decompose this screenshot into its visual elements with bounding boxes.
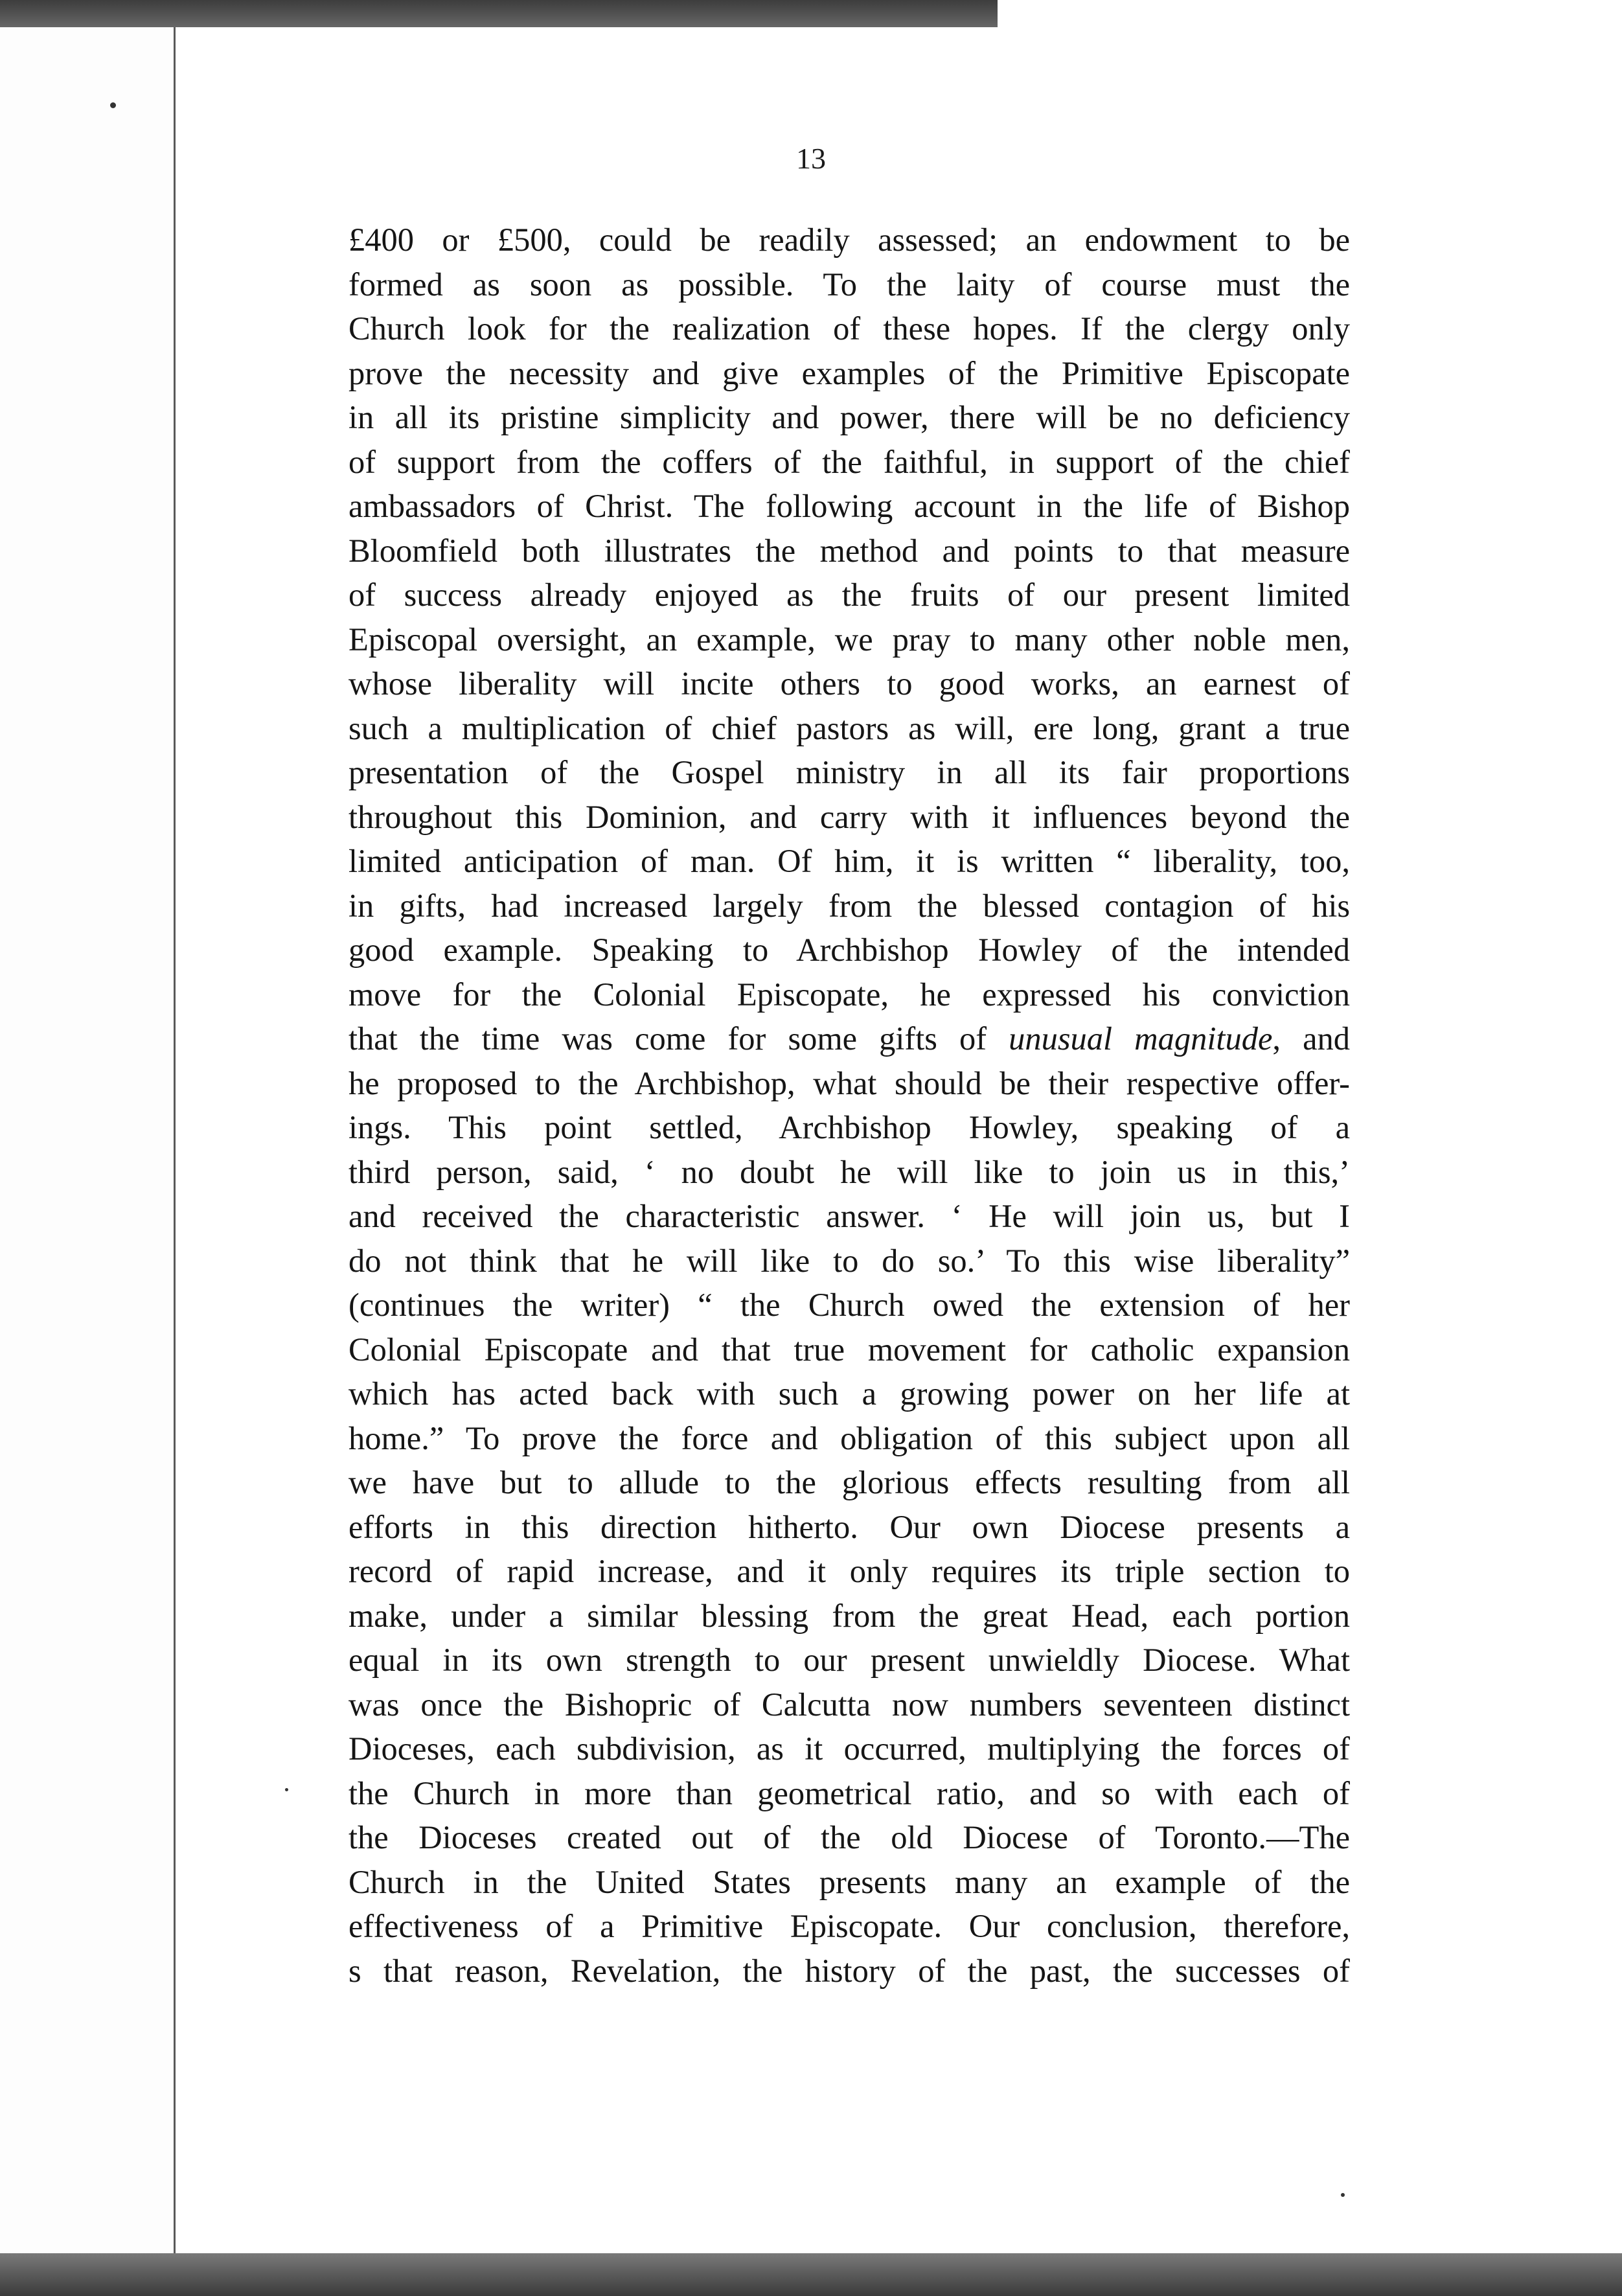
text-line: effectiveness of a Primitive Episcopate. Our conclusion, therefore, <box>348 1908 1350 1944</box>
body-text <box>348 218 1350 1993</box>
text-line: and received the characteristic answer. ‘ He will join us, but I <box>348 1198 1350 1234</box>
text-line: he proposed to the Archbishop, what should be their respective offer- <box>348 1064 1350 1101</box>
italic-emphasis: unusual magnitude <box>1009 1020 1273 1057</box>
text-line: Colonial Episcopate and that true movement for catholic expansion <box>348 1331 1350 1368</box>
text-line: Dioceses, each subdivision, as it occurred, multiplying the forces of <box>348 1730 1350 1767</box>
scan-top-edge <box>0 0 998 27</box>
text-line: of support from the coffers of the faithful, in support of the chief <box>348 443 1350 480</box>
text-line: ings. This point settled, Archbishop Howley, speaking of a <box>348 1109 1350 1145</box>
text-line-end: , and <box>1272 1020 1350 1057</box>
text-line: whose liberality will incite others to good works, an earnest of <box>348 665 1350 702</box>
text-line: Bloomfield both illustrates the method and points to that measure <box>348 532 1350 569</box>
text-line: was once the Bishopric of Calcutta now numbers seventeen distinct <box>348 1686 1350 1723</box>
text-line-with-italic <box>348 1016 1350 1061</box>
text-line: equal in its own strength to our present unwieldly Diocese. What <box>348 1642 1350 1678</box>
binding-line <box>174 27 176 2295</box>
text-line: Church look for the realization of these hopes. If the clergy only <box>348 310 1350 347</box>
text-line: limited anticipation of man. Of him, it is written “ liberality, too, <box>348 843 1350 879</box>
text-line: in gifts, had increased largely from the blessed contagion of his <box>348 887 1350 924</box>
text-line: (continues the writer) “ the Church owed the extension of her <box>348 1287 1350 1323</box>
text-line: formed as soon as possible. To the laity of course must the <box>348 266 1350 303</box>
text-line: efforts in this direction hitherto. Our own Diocese presents a <box>348 1508 1350 1545</box>
page-number: 13 <box>796 142 826 175</box>
text-line: make, under a similar blessing from the great Head, each portion <box>348 1597 1350 1634</box>
text-line: prove the necessity and give examples of the Primitive Episcopate <box>348 354 1350 391</box>
text-line: move for the Colonial Episcopate, he expressed his conviction <box>348 976 1350 1013</box>
text-line: third person, said, ‘ no doubt he will like to join us in this,’ <box>348 1153 1350 1190</box>
text-line: in all its pristine simplicity and power, there will be no deficiency <box>348 399 1350 435</box>
scan-bottom-edge <box>0 2253 1622 2296</box>
text-line: do not think that he will like to do so.’ To this wise liberality” <box>348 1242 1350 1279</box>
text-line: £400 or £500, could be readily assessed; an endowment to be <box>348 222 1350 258</box>
text-line: ambassadors of Christ. The following account in the life of Bishop <box>348 488 1350 524</box>
text-line: we have but to allude to the glorious effects resulting from all <box>348 1464 1350 1500</box>
text-line: record of rapid increase, and it only requires its triple section to <box>348 1553 1350 1589</box>
scan-speck <box>110 102 116 108</box>
scan-speck <box>285 1788 288 1791</box>
text-line: s that reason, Revelation, the history of the past, the successes of <box>348 1952 1350 1989</box>
text-line: Episcopal oversight, an example, we pray to many other noble men, <box>348 621 1350 658</box>
scan-left-gutter <box>0 27 175 2296</box>
text-line: the Church in more than geometrical ratio, and so with each of <box>348 1774 1350 1811</box>
text-line-start: that the time was come for some gifts of <box>348 1020 1009 1057</box>
text-line: throughout this Dominion, and carry with it influences beyond the <box>348 798 1350 835</box>
scan-speck <box>1341 2193 1345 2197</box>
text-line: good example. Speaking to Archbishop Howley of the intended <box>348 932 1350 968</box>
text-line: of success already enjoyed as the fruits of our present limited <box>348 577 1350 613</box>
text-line: Church in the United States presents many an example of the <box>348 1863 1350 1900</box>
text-line: such a multiplication of chief pastors as will, ere long, grant a true <box>348 709 1350 746</box>
text-line: home.” To prove the force and obligation of this subject upon all <box>348 1419 1350 1456</box>
text-line: the Dioceses created out of the old Diocese of Toronto.—The <box>348 1819 1350 1855</box>
text-line: which has acted back with such a growing power on her life at <box>348 1375 1350 1412</box>
text-line: presentation of the Gospel ministry in all its fair proportions <box>348 754 1350 790</box>
